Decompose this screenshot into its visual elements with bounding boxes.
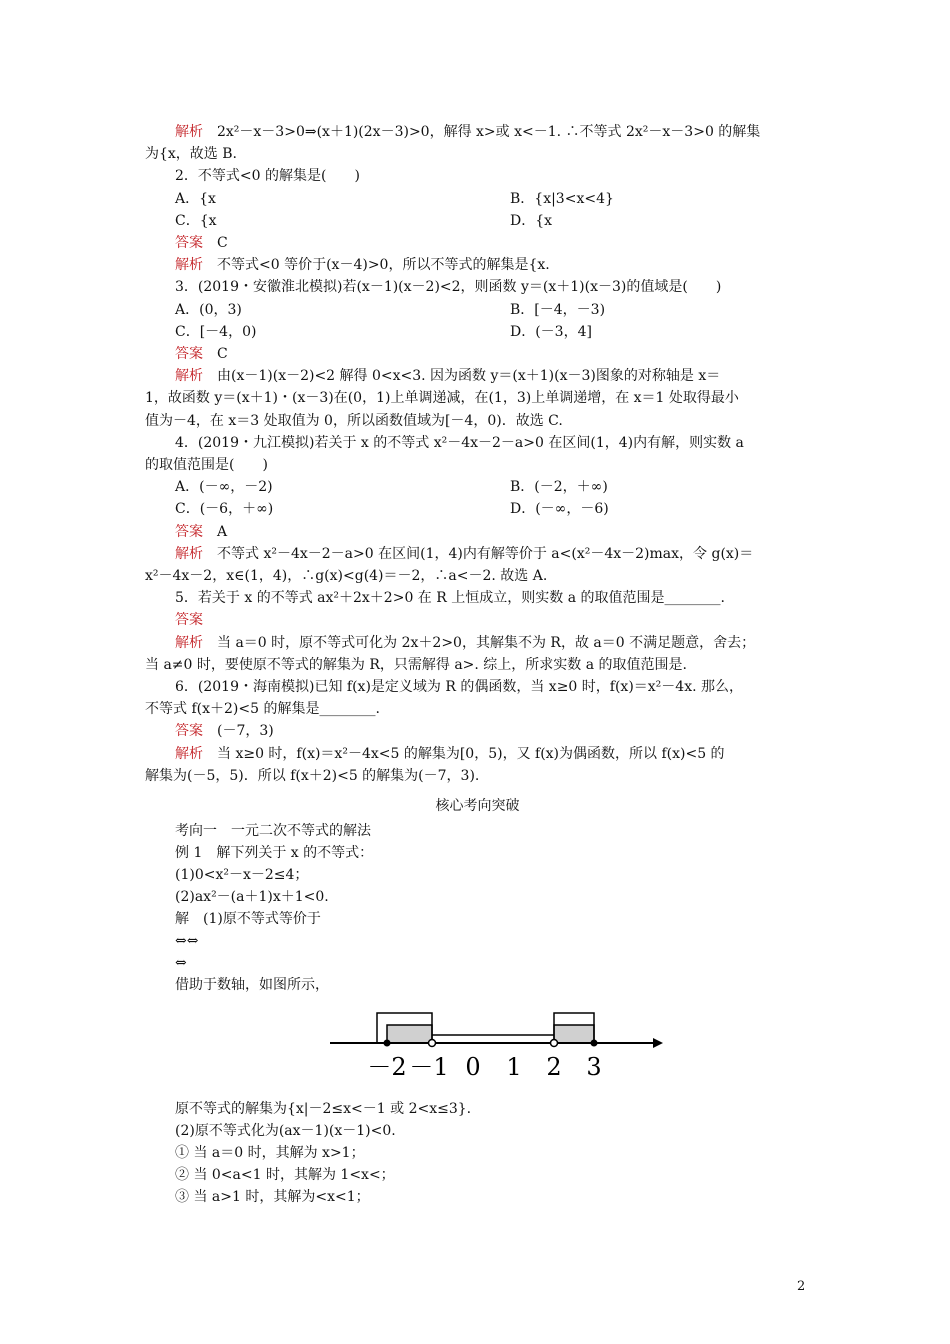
text-line bbox=[175, 744, 810, 764]
solution-line: ① 当 a＝0 时，其解为 x>1； bbox=[175, 1145, 365, 1161]
point-minus-1 bbox=[429, 1040, 436, 1047]
line-text: A bbox=[203, 523, 228, 540]
answer-label: 答案 bbox=[175, 612, 203, 629]
text-line bbox=[175, 499, 810, 519]
text-line bbox=[175, 677, 810, 697]
solution-line: 原不等式的解集为{x|－2≤x<－1 或 2<x≤3}. bbox=[175, 1101, 472, 1117]
text-line bbox=[175, 211, 810, 231]
solution-line: (1)0<x²－x－2≤4； bbox=[175, 867, 309, 883]
text-line bbox=[175, 366, 810, 386]
point-minus-2 bbox=[384, 1040, 391, 1047]
line-text: 2．不等式<0 的解集是( ) bbox=[175, 168, 360, 185]
point-3 bbox=[591, 1040, 598, 1047]
text-line bbox=[175, 344, 810, 364]
line-text: (－7，3) bbox=[203, 723, 274, 740]
axis-arrow-icon bbox=[653, 1038, 663, 1048]
answer-label: 解析 bbox=[175, 545, 203, 562]
tick-label: 0 bbox=[465, 1053, 481, 1081]
solution-line: ⇔⇔ bbox=[175, 933, 199, 949]
option-right: B．[－4，－3) bbox=[510, 301, 606, 318]
solution-line: (2)原不等式化为(ax－1)(x－1)<0. bbox=[175, 1123, 396, 1139]
line-text: 不等式<0 等价于(x－4)>0，所以不等式的解集是{x. bbox=[203, 257, 550, 274]
option-right: D．(－∞，－6) bbox=[510, 501, 609, 518]
line-text: 值为－4，在 x＝3 处取值为 0，所以函数值域为[－4，0)．故选 C. bbox=[145, 412, 563, 429]
solution-line: 借助于数轴，如图所示， bbox=[175, 977, 329, 993]
text-line bbox=[175, 322, 810, 342]
text-line bbox=[175, 721, 810, 741]
point-2 bbox=[551, 1040, 558, 1047]
shaded-interval-left bbox=[387, 1025, 432, 1043]
answer-label: 解析 bbox=[175, 124, 203, 140]
text-line bbox=[175, 166, 810, 186]
answer-label: 解析 bbox=[175, 745, 203, 762]
solution-line: ② 当 0<a<1 时，其解为 1<x<； bbox=[175, 1167, 395, 1183]
text-line bbox=[145, 766, 810, 786]
line-text: x²－4x－2，x∈(1，4)，∴g(x)<g(4)＝－2，∴a<－2. 故选 A. bbox=[145, 568, 548, 584]
section-title: 核心考向突破 bbox=[435, 798, 520, 814]
text-line bbox=[145, 455, 810, 475]
tick-label: －2 bbox=[367, 1053, 407, 1081]
answer-label: 解析 bbox=[175, 634, 203, 651]
text-line bbox=[175, 433, 810, 453]
solution-line: ⇔ bbox=[175, 955, 187, 971]
line-text: 由(x－1)(x－2)<2 解得 0<x<3. 因为函数 y＝(x＋1)(x－3)图象的对称轴是 x＝ bbox=[203, 368, 721, 385]
text-line bbox=[175, 633, 810, 653]
page-number: 2 bbox=[797, 1279, 806, 1294]
text-line bbox=[175, 300, 810, 320]
text-line bbox=[175, 522, 810, 542]
text-line bbox=[175, 277, 810, 297]
line-text: C bbox=[203, 235, 228, 251]
text-line bbox=[145, 699, 810, 719]
line-text: 4．(2019・九江模拟)若关于 x 的不等式 x²－4x－2－a>0 在区间(1，4)内有解，则实数 a bbox=[175, 434, 744, 451]
text-line bbox=[175, 610, 810, 630]
option-right: B．{x|3<x<4} bbox=[510, 190, 614, 207]
option-left: A．(0，3) bbox=[175, 301, 242, 318]
option-right: D．(－3，4] bbox=[510, 323, 592, 340]
line-text: 当 a＝0 时，原不等式可化为 2x＋2>0，其解集不为 R，故 a＝0 不满足题意，舍去； bbox=[203, 634, 756, 651]
tick-label: －1 bbox=[409, 1053, 449, 1081]
line-text: 1，故函数 y＝(x＋1)・(x－3)在(0，1)上单调递减，在(1，3)上单调递增，在 x＝1 处取得最小 bbox=[145, 390, 739, 407]
option-left: A．(－∞，－2) bbox=[175, 479, 273, 496]
answer-label: 答案 bbox=[175, 723, 203, 740]
tick-label: 1 bbox=[506, 1053, 522, 1081]
solution-line: 考向一 一元二次不等式的解法 bbox=[175, 823, 371, 839]
text-line bbox=[175, 588, 810, 608]
tick-label: 3 bbox=[586, 1053, 602, 1081]
text-line bbox=[175, 189, 810, 209]
line-text: 不等式 f(x＋2)<5 的解集是________. bbox=[145, 701, 380, 718]
option-right: D．{x bbox=[510, 212, 553, 229]
number-line-figure bbox=[325, 995, 665, 1085]
text-line bbox=[145, 411, 810, 431]
solution-line: 例 1 解下列关于 x 的不等式： bbox=[175, 845, 374, 861]
option-left: C．(－6，＋∞) bbox=[175, 501, 274, 518]
line-text: 当 a≠0 时，要使原不等式的解集为 R，只需解得 a>. 综上，所求实数 a 的取值范围是. bbox=[145, 656, 687, 673]
text-line bbox=[175, 233, 810, 253]
line-text: 6．(2019・海南模拟)已知 f(x)是定义域为 R 的偶函数，当 x≥0 时，f(x)＝x²－4x. 那么， bbox=[175, 679, 743, 695]
line-text: 不等式 x²－4x－2－a>0 在区间(1，4)内有解等价于 a<(x²－4x－2)max，令 g(x)＝ bbox=[203, 545, 754, 562]
text-line bbox=[145, 655, 810, 675]
option-left: C．{x bbox=[175, 212, 217, 229]
line-text: 解集为(－5，5)．所以 f(x＋2)<5 的解集为(－7，3). bbox=[145, 767, 480, 784]
line-text: 为{x，故选 B. bbox=[145, 146, 237, 163]
answer-label: 答案 bbox=[175, 346, 203, 362]
solution-line: 解 (1)原不等式等价于 bbox=[175, 911, 321, 927]
line-text: 3．(2019・安徽淮北模拟)若(x－1)(x－2)<2，则函数 y＝(x＋1)(x－3)的值域是( ) bbox=[175, 279, 722, 296]
option-left: A．{x bbox=[175, 190, 216, 207]
text-line bbox=[175, 122, 810, 142]
text-line bbox=[145, 144, 810, 164]
line-text: 2x²－x－3>0⇒(x＋1)(2x－3)>0，解得 x>或 x<－1. ∴不等式 2x²－x－3>0 的解集 bbox=[203, 124, 761, 140]
answer-label: 答案 bbox=[175, 523, 203, 540]
line-text: 的取值范围是( ) bbox=[145, 457, 268, 473]
text-line bbox=[145, 566, 810, 586]
option-left: C．[－4，0) bbox=[175, 323, 257, 340]
option-right: B．(－2，＋∞) bbox=[510, 479, 608, 496]
tick-label: 2 bbox=[546, 1053, 562, 1081]
line-text: 当 x≥0 时，f(x)＝x²－4x<5 的解集为[0，5)，又 f(x)为偶函数，所以 f(x)<5 的 bbox=[203, 745, 725, 762]
line-text: 5．若关于 x 的不等式 ax²＋2x＋2>0 在 R 上恒成立，则实数 a 的取值范围是________. bbox=[175, 590, 725, 607]
line-text: C bbox=[203, 346, 228, 362]
text-line bbox=[145, 388, 810, 408]
text-line bbox=[175, 544, 810, 564]
answer-label: 解析 bbox=[175, 368, 203, 385]
answer-label: 答案 bbox=[175, 235, 203, 251]
answer-label: 解析 bbox=[175, 257, 203, 274]
solution-line: (2)ax²－(a＋1)x＋1<0. bbox=[175, 889, 329, 905]
solution-line: ③ 当 a>1 时，其解为<x<1； bbox=[175, 1189, 370, 1205]
text-line bbox=[175, 255, 810, 275]
shaded-interval-right bbox=[554, 1025, 594, 1043]
text-line bbox=[175, 477, 810, 497]
